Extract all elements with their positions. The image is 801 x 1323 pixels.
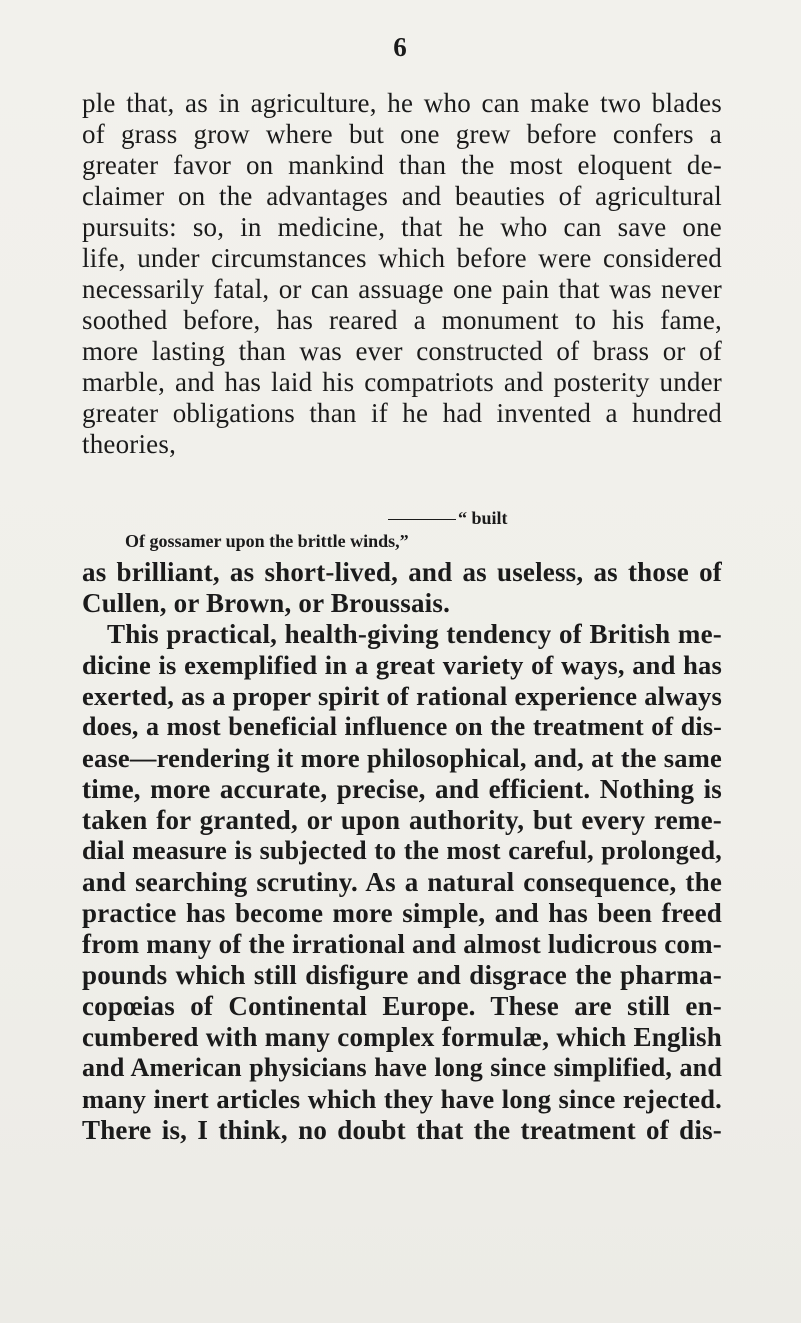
quote-line: Of gossamer upon the brittle winds,” (125, 531, 409, 551)
text-line: more lasting than was ever constructed of brass or of (82, 336, 722, 366)
text-line: theories, (82, 429, 177, 459)
text-line: There is, I think, no doubt that the treatment of dis- (82, 1115, 722, 1145)
text-line: time, more accurate, precise, and efficient. Nothing is (82, 774, 722, 804)
text-line: cumbered with many complex formulæ, which English (82, 1022, 722, 1052)
text-line: many inert articles which they have long since rejected. (82, 1084, 722, 1114)
text-line: This practical, health-giving tendency of British me- (107, 619, 722, 649)
text-line: dicine is exemplified in a great variety of ways, and has (82, 650, 722, 680)
text-line: life, under circumstances which before were considered (82, 243, 722, 273)
quote-dash-rule (388, 519, 456, 520)
text-line: soothed before, has reared a monument to his fame, (82, 305, 722, 335)
page-number: 6 (393, 32, 407, 62)
text-line: greater favor on mankind than the most eloquent de- (82, 150, 722, 180)
text-line: exerted, as a proper spirit of rational experience always (82, 681, 722, 711)
text-line: necessarily fatal, or can assuage one pain that was never (82, 274, 722, 304)
text-line: ease—rendering it more philosophical, and, at the same (82, 743, 722, 773)
text-line: taken for granted, or upon authority, but every reme- (82, 805, 722, 835)
text-line: does, a most beneficial influence on the treatment of dis- (82, 712, 722, 741)
text-line: and American physicians have long since simplified, and (82, 1053, 722, 1082)
quote-line: “ built (458, 508, 508, 528)
text-line: of grass grow where but one grew before confers a (82, 119, 722, 149)
text-line: as brilliant, as short-lived, and as useless, as those of (82, 557, 722, 587)
text-line: copœias of Continental Europe. These are still en- (82, 991, 722, 1021)
text-line: dial measure is subjected to the most careful, prolonged, (82, 836, 722, 865)
text-line: claimer on the advantages and beauties of agricultural (82, 181, 722, 211)
text-line: practice has become more simple, and has been freed (82, 898, 722, 928)
text-line: pounds which still disfigure and disgrace the pharma- (82, 960, 722, 990)
text-line: from many of the irrational and almost ludicrous com- (82, 929, 722, 959)
text-line: greater obligations than if he had invented a hundred (82, 398, 722, 428)
text-line: marble, and has laid his compatriots and posterity under (82, 367, 722, 397)
text-line: pursuits: so, in medicine, that he who can save one (82, 212, 722, 242)
text-line: Cullen, or Brown, or Broussais. (82, 588, 451, 618)
text-line: and searching scrutiny. As a natural consequence, the (82, 867, 722, 897)
text-line: ple that, as in agriculture, he who can make two blades (82, 88, 722, 118)
